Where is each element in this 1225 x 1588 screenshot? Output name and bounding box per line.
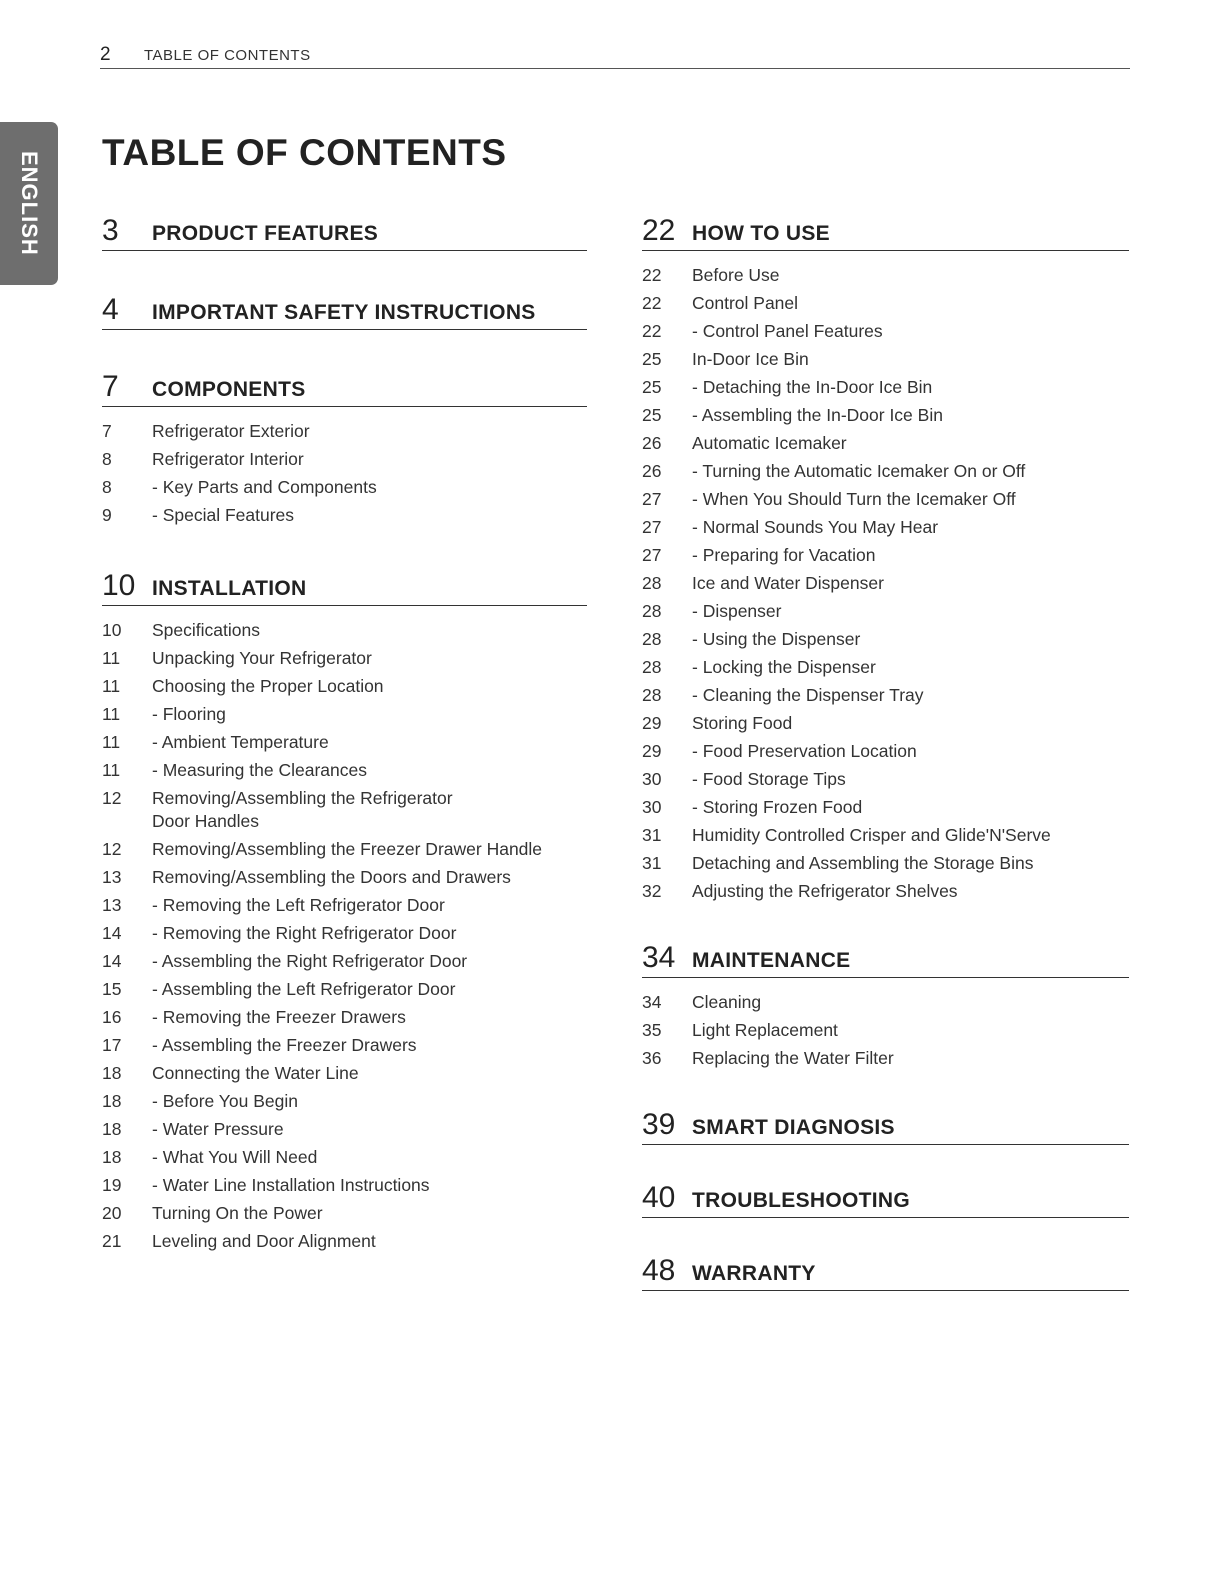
toc-section xyxy=(102,368,587,529)
entry-page-number: 28 xyxy=(642,685,662,705)
entry-text-line: Refrigerator Interior xyxy=(152,449,304,469)
section-page-number: 4 xyxy=(102,293,119,326)
toc-section xyxy=(102,212,587,251)
entry-text xyxy=(692,849,1129,877)
entry-text-line: - Locking the Dispenser xyxy=(692,657,876,677)
entry-text-line: - Flooring xyxy=(152,704,226,724)
entry-list xyxy=(642,988,1129,1072)
entry-text-line: Leveling and Door Alignment xyxy=(152,1231,376,1251)
entry-page-number: 27 xyxy=(642,517,662,537)
toc-entry[interactable] xyxy=(642,569,1129,597)
entry-text-line: Cleaning xyxy=(692,992,762,1012)
toc-entry[interactable] xyxy=(642,1016,1129,1044)
entry-page-number: 27 xyxy=(642,489,662,509)
entry-page-number: 34 xyxy=(642,992,662,1012)
section-title: SMART DIAGNOSIS xyxy=(692,1116,895,1139)
section-title: WARRANTY xyxy=(692,1262,816,1285)
section-heading[interactable] xyxy=(642,212,1129,251)
entry-page-number: 31 xyxy=(642,825,662,845)
running-header-title: TABLE OF CONTENTS xyxy=(144,47,311,64)
toc-entry[interactable] xyxy=(642,849,1129,877)
section-title: TROUBLESHOOTING xyxy=(692,1189,910,1212)
entry-page-number: 32 xyxy=(642,881,662,901)
entry-text xyxy=(692,793,1129,821)
entry-page-number: 22 xyxy=(642,293,662,313)
entry-page-number: 14 xyxy=(102,923,122,943)
entry-text-line: Unpacking Your Refrigerator xyxy=(152,648,372,668)
entry-text-line: - When You Should Turn the Icemaker Off xyxy=(692,489,1016,509)
entry-list xyxy=(102,417,587,529)
entry-text xyxy=(692,765,1129,793)
entry-page-number: 26 xyxy=(642,433,662,453)
toc-entry[interactable] xyxy=(642,877,1129,905)
toc-entry[interactable] xyxy=(642,821,1129,849)
entry-text xyxy=(692,373,1129,401)
toc-entry[interactable] xyxy=(642,541,1129,569)
entry-list xyxy=(642,261,1129,905)
entry-page-number: 20 xyxy=(102,1203,122,1223)
entry-page-number: 28 xyxy=(642,601,662,621)
toc-section xyxy=(102,291,587,330)
section-spacer xyxy=(642,1218,1129,1252)
toc-entry[interactable] xyxy=(102,1227,587,1255)
entry-text xyxy=(152,700,587,728)
toc-left-column xyxy=(102,212,587,1255)
section-heading[interactable] xyxy=(642,939,1129,978)
entry-text-line: - Normal Sounds You May Hear xyxy=(692,517,939,537)
entry-text xyxy=(152,473,587,501)
entry-text-line: - Dispenser xyxy=(692,601,782,621)
toc-entry[interactable] xyxy=(642,457,1129,485)
entry-text xyxy=(692,988,1129,1016)
entry-text xyxy=(692,625,1129,653)
toc-entry[interactable] xyxy=(642,261,1129,289)
section-title: PRODUCT FEATURES xyxy=(152,222,379,245)
toc-entry[interactable] xyxy=(642,289,1129,317)
entry-page-number: 18 xyxy=(102,1147,122,1167)
toc-section xyxy=(642,1252,1129,1291)
entry-text-line: Adjusting the Refrigerator Shelves xyxy=(692,881,958,901)
section-page-number: 22 xyxy=(642,214,676,247)
toc-entry[interactable] xyxy=(642,737,1129,765)
entry-text-line: - Food Preservation Location xyxy=(692,741,917,761)
entry-page-number: 10 xyxy=(102,620,122,640)
entry-text-line: Removing/Assembling the Refrigerator xyxy=(152,788,453,808)
entry-text xyxy=(152,1031,587,1059)
toc-entry[interactable] xyxy=(642,429,1129,457)
entry-text xyxy=(152,863,587,891)
section-title: INSTALLATION xyxy=(152,577,307,600)
entry-text xyxy=(152,1227,587,1255)
entry-text xyxy=(692,709,1129,737)
entry-text-line: - Removing the Left Refrigerator Door xyxy=(152,895,445,915)
section-page-number: 39 xyxy=(642,1108,676,1141)
section-heading[interactable] xyxy=(102,567,587,606)
entry-text-line: - Storing Frozen Food xyxy=(692,797,863,817)
entry-text xyxy=(692,317,1129,345)
entry-text xyxy=(152,1087,587,1115)
entry-page-number: 21 xyxy=(102,1231,122,1251)
entry-page-number: 11 xyxy=(102,648,121,668)
entry-text xyxy=(152,947,587,975)
entry-text-line: - Assembling the In-Door Ice Bin xyxy=(692,405,943,425)
entry-text-line: Connecting the Water Line xyxy=(152,1063,359,1083)
entry-text xyxy=(152,975,587,1003)
entry-text xyxy=(152,1115,587,1143)
entry-page-number: 8 xyxy=(102,477,112,497)
toc-entry[interactable] xyxy=(102,445,587,473)
entry-text-line: Detaching and Assembling the Storage Bins xyxy=(692,853,1034,873)
toc-entry[interactable] xyxy=(102,417,587,445)
entry-text xyxy=(152,756,587,784)
entry-text-line: - Using the Dispenser xyxy=(692,629,861,649)
toc-section xyxy=(642,939,1129,1072)
entry-text-line: Refrigerator Exterior xyxy=(152,421,310,441)
entry-page-number: 18 xyxy=(102,1119,122,1139)
toc-entry[interactable] xyxy=(102,756,587,784)
toc-entry[interactable] xyxy=(102,501,587,529)
entry-page-number: 7 xyxy=(102,421,112,441)
entry-text xyxy=(692,821,1129,849)
entry-text-line: - Water Pressure xyxy=(152,1119,284,1139)
entry-text-line: Removing/Assembling the Freezer Drawer Handle xyxy=(152,839,543,859)
entry-text xyxy=(152,1003,587,1031)
entry-text xyxy=(692,737,1129,765)
entry-page-number: 28 xyxy=(642,657,662,677)
section-page-number: 10 xyxy=(102,569,136,602)
section-title: IMPORTANT SAFETY INSTRUCTIONS xyxy=(152,301,536,324)
section-heading[interactable] xyxy=(102,368,587,407)
toc-entry[interactable] xyxy=(102,1031,587,1059)
entry-page-number: 12 xyxy=(102,788,122,808)
entry-text xyxy=(152,445,587,473)
entry-page-number: 25 xyxy=(642,349,662,369)
entry-page-number: 18 xyxy=(102,1091,122,1111)
toc-entry[interactable] xyxy=(642,401,1129,429)
entry-page-number: 35 xyxy=(642,1020,662,1040)
toc-entry[interactable] xyxy=(642,513,1129,541)
entry-text-line: - What You Will Need xyxy=(152,1147,318,1167)
toc-section xyxy=(102,567,587,1255)
entry-text xyxy=(152,919,587,947)
entry-text-line: - Food Storage Tips xyxy=(692,769,846,789)
entry-text-line: - Turning the Automatic Icemaker On or Off xyxy=(692,461,1026,481)
section-title: HOW TO USE xyxy=(692,222,830,245)
entry-page-number: 16 xyxy=(102,1007,122,1027)
entry-text-line: Humidity Controlled Crisper and Glide'N'Serve xyxy=(692,825,1051,845)
entry-page-number: 11 xyxy=(102,676,121,696)
entry-text-line: - Removing the Freezer Drawers xyxy=(152,1007,406,1027)
entry-page-number: 28 xyxy=(642,573,662,593)
entry-page-number: 11 xyxy=(102,732,121,752)
entry-text-line: - Assembling the Left Refrigerator Door xyxy=(152,979,456,999)
toc-entry[interactable] xyxy=(642,681,1129,709)
entry-text xyxy=(692,261,1129,289)
entry-page-number: 17 xyxy=(102,1035,122,1055)
entry-page-number: 11 xyxy=(102,760,121,780)
section-spacer xyxy=(102,330,587,368)
language-tab xyxy=(0,122,58,285)
entry-text xyxy=(692,513,1129,541)
toc-entry[interactable] xyxy=(642,793,1129,821)
toc-entry[interactable] xyxy=(642,485,1129,513)
entry-text xyxy=(692,289,1129,317)
section-spacer xyxy=(642,905,1129,939)
entry-text-line: Ice and Water Dispenser xyxy=(692,573,884,593)
toc-entry[interactable] xyxy=(642,317,1129,345)
entry-text-line: - Assembling the Right Refrigerator Door xyxy=(152,951,468,971)
toc-entry[interactable] xyxy=(642,988,1129,1016)
entry-text xyxy=(152,417,587,445)
entry-text-line: - Water Line Installation Instructions xyxy=(152,1175,430,1195)
entry-text xyxy=(692,597,1129,625)
entry-text xyxy=(152,616,587,644)
entry-page-number: 27 xyxy=(642,545,662,565)
entry-text xyxy=(152,728,587,756)
toc-entry[interactable] xyxy=(102,672,587,700)
entry-page-number: 8 xyxy=(102,449,112,469)
toc-entry[interactable] xyxy=(102,728,587,756)
toc-entry[interactable] xyxy=(102,473,587,501)
entry-text xyxy=(692,653,1129,681)
entry-list xyxy=(102,616,587,1255)
section-title: MAINTENANCE xyxy=(692,949,851,972)
toc-entry[interactable] xyxy=(102,975,587,1003)
entry-text xyxy=(152,644,587,672)
entry-text xyxy=(152,787,587,833)
toc-entry[interactable] xyxy=(102,1199,587,1227)
section-page-number: 34 xyxy=(642,941,676,974)
entry-text xyxy=(152,1143,587,1171)
toc-entry[interactable] xyxy=(642,1044,1129,1072)
toc-entry[interactable] xyxy=(102,835,587,863)
section-spacer xyxy=(102,529,587,567)
entry-page-number: 26 xyxy=(642,461,662,481)
toc-entry[interactable] xyxy=(642,625,1129,653)
toc-right-column xyxy=(642,212,1129,1291)
section-heading[interactable] xyxy=(102,212,587,251)
page-title: TABLE OF CONTENTS xyxy=(102,132,507,173)
entry-page-number: 25 xyxy=(642,405,662,425)
entry-text-line: Storing Food xyxy=(692,713,793,733)
entry-page-number: 22 xyxy=(642,321,662,341)
toc-entry[interactable] xyxy=(102,947,587,975)
entry-text xyxy=(692,457,1129,485)
entry-text xyxy=(692,569,1129,597)
section-page-number: 3 xyxy=(102,214,119,247)
entry-page-number: 13 xyxy=(102,867,122,887)
entry-text-line: Removing/Assembling the Doors and Drawers xyxy=(152,867,511,887)
entry-text-line: - Before You Begin xyxy=(152,1091,298,1111)
entry-page-number: 15 xyxy=(102,979,122,999)
entry-page-number: 29 xyxy=(642,713,662,733)
toc-section xyxy=(642,1179,1129,1218)
entry-page-number: 36 xyxy=(642,1048,662,1068)
toc-entry[interactable] xyxy=(102,919,587,947)
entry-text xyxy=(692,429,1129,457)
entry-text xyxy=(152,1199,587,1227)
entry-text xyxy=(692,877,1129,905)
entry-page-number: 14 xyxy=(102,951,122,971)
entry-text xyxy=(152,672,587,700)
entry-text-line: Automatic Icemaker xyxy=(692,433,847,453)
toc-section xyxy=(642,212,1129,905)
entry-page-number: 13 xyxy=(102,895,122,915)
entry-page-number: 19 xyxy=(102,1175,122,1195)
entry-text-line: In-Door Ice Bin xyxy=(692,349,809,369)
entry-text-line: - Measuring the Clearances xyxy=(152,760,367,780)
entry-page-number: 28 xyxy=(642,629,662,649)
entry-page-number: 9 xyxy=(102,505,112,525)
entry-page-number: 11 xyxy=(102,704,121,724)
running-header xyxy=(100,44,1130,69)
toc-entry[interactable] xyxy=(102,863,587,891)
entry-text-line: Specifications xyxy=(152,620,260,640)
section-heading[interactable] xyxy=(642,1179,1129,1218)
entry-text xyxy=(152,1171,587,1199)
section-title: COMPONENTS xyxy=(152,378,306,401)
entry-text-line: Light Replacement xyxy=(692,1020,838,1040)
section-page-number: 40 xyxy=(642,1181,676,1214)
toc-entry[interactable] xyxy=(642,597,1129,625)
toc-entry[interactable] xyxy=(102,1003,587,1031)
entry-text-line: Replacing the Water Filter xyxy=(692,1048,894,1068)
section-spacer xyxy=(642,1145,1129,1179)
entry-page-number: 30 xyxy=(642,769,662,789)
toc-entry[interactable] xyxy=(102,1115,587,1143)
toc-entry[interactable] xyxy=(102,700,587,728)
entry-page-number: 29 xyxy=(642,741,662,761)
entry-page-number: 18 xyxy=(102,1063,122,1083)
entry-page-number: 31 xyxy=(642,853,662,873)
entry-text-line: - Key Parts and Components xyxy=(152,477,377,497)
entry-text-line: - Control Panel Features xyxy=(692,321,883,341)
toc-entry[interactable] xyxy=(642,765,1129,793)
toc-entry[interactable] xyxy=(642,345,1129,373)
toc-entry[interactable] xyxy=(642,709,1129,737)
section-page-number: 7 xyxy=(102,370,119,403)
section-heading[interactable] xyxy=(642,1106,1129,1145)
entry-text xyxy=(152,501,587,529)
entry-text-line: Control Panel xyxy=(692,293,799,313)
section-heading[interactable] xyxy=(642,1252,1129,1291)
entry-text-line: - Special Features xyxy=(152,505,295,525)
toc-entry[interactable] xyxy=(102,1143,587,1171)
entry-text xyxy=(152,891,587,919)
entry-text xyxy=(692,345,1129,373)
entry-text xyxy=(152,1059,587,1087)
entry-text-line: - Removing the Right Refrigerator Door xyxy=(152,923,457,943)
toc-entry[interactable] xyxy=(102,1059,587,1087)
entry-text xyxy=(692,681,1129,709)
entry-text xyxy=(692,485,1129,513)
entry-text-line: - Detaching the In-Door Ice Bin xyxy=(692,377,933,397)
entry-text-line: - Preparing for Vacation xyxy=(692,545,876,565)
entry-page-number: 30 xyxy=(642,797,662,817)
entry-text xyxy=(692,1044,1129,1072)
entry-text-line: - Assembling the Freezer Drawers xyxy=(152,1035,417,1055)
toc-entry[interactable] xyxy=(102,616,587,644)
entry-page-number: 25 xyxy=(642,377,662,397)
entry-text-line: - Ambient Temperature xyxy=(152,732,329,752)
entry-text-line: Door Handles xyxy=(152,811,259,831)
entry-text xyxy=(692,541,1129,569)
toc-entry[interactable] xyxy=(102,1171,587,1199)
entry-text xyxy=(692,401,1129,429)
section-heading[interactable] xyxy=(102,291,587,330)
entry-text xyxy=(692,1016,1129,1044)
page-number: 2 xyxy=(100,44,111,65)
entry-page-number: 12 xyxy=(102,839,122,859)
toc-entry[interactable] xyxy=(102,891,587,919)
toc-entry[interactable] xyxy=(642,653,1129,681)
section-page-number: 48 xyxy=(642,1254,676,1287)
toc-entry[interactable] xyxy=(102,644,587,672)
toc-entry[interactable] xyxy=(102,784,587,835)
toc-section xyxy=(642,1106,1129,1145)
entry-text-line: Turning On the Power xyxy=(152,1203,323,1223)
section-spacer xyxy=(642,1072,1129,1106)
section-spacer xyxy=(102,251,587,291)
toc-entry[interactable] xyxy=(642,373,1129,401)
entry-text-line: - Cleaning the Dispenser Tray xyxy=(692,685,924,705)
entry-text-line: Choosing the Proper Location xyxy=(152,676,384,696)
entry-text xyxy=(152,835,587,863)
toc-entry[interactable] xyxy=(102,1087,587,1115)
entry-text-line: Before Use xyxy=(692,265,780,285)
entry-page-number: 22 xyxy=(642,265,662,285)
language-tab-label: ENGLISH xyxy=(17,151,42,256)
